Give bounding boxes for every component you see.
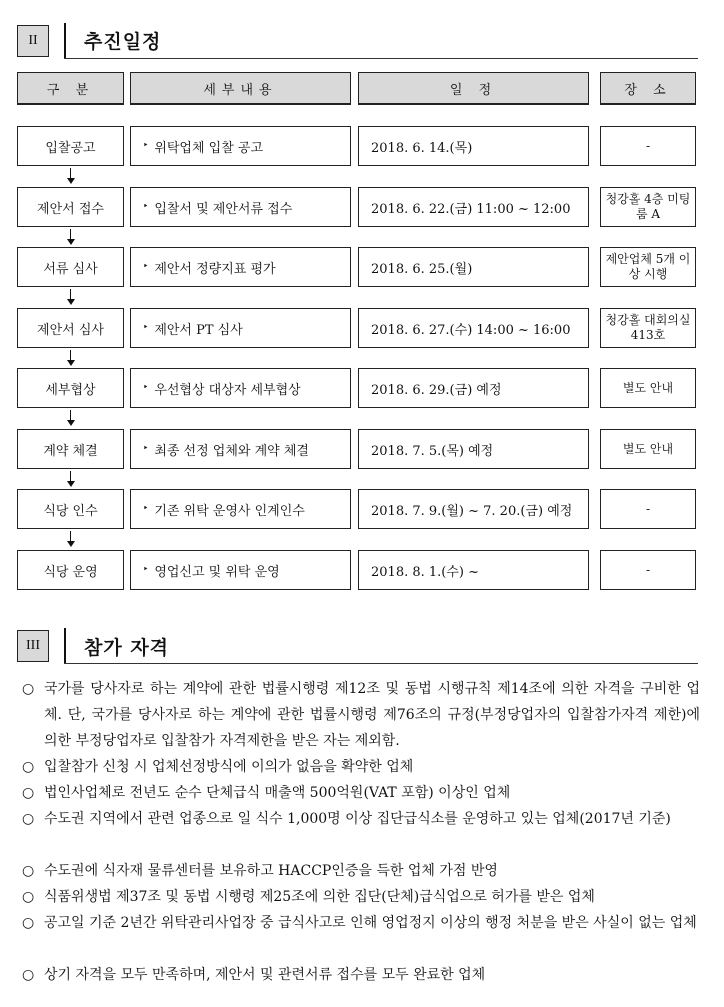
category-cell [17, 187, 124, 227]
circle-bullet-icon: ○ [22, 759, 35, 775]
detail-cell [130, 308, 351, 348]
detail-cell-text: 기존 위탁 운영사 인계인수 [154, 503, 305, 519]
detail-marker-icon: ‣ [143, 565, 149, 575]
category-cell [17, 489, 124, 529]
qualification-item [22, 884, 700, 910]
section-divider [64, 23, 66, 59]
detail-cell [130, 368, 351, 408]
schedule-cell [358, 368, 589, 408]
section-rule [64, 58, 698, 59]
detail-marker-icon: ‣ [143, 141, 149, 151]
category-cell [17, 247, 124, 287]
place-cell [600, 126, 696, 166]
qualification-item [22, 676, 700, 754]
place-cell-text: - [645, 501, 651, 516]
qualification-text: 공고일 기준 2년간 위탁관리사업장 중 급식사고로 인해 영업정지 이상의 행정 처분을 받은 사실이 없는 업체 [44, 915, 697, 931]
detail-cell [130, 550, 351, 590]
place-cell [600, 308, 696, 348]
place-cell [600, 429, 696, 469]
down-arrow-icon [66, 531, 76, 549]
place-cell-text: 별도 안내 [622, 441, 674, 456]
header-detail: 세부내용 [130, 72, 351, 105]
detail-cell-text: 입찰서 및 제안서류 접수 [154, 201, 293, 217]
schedule-cell-text: 2018. 6. 29.(금) 예정 [371, 382, 502, 398]
schedule-cell [358, 489, 589, 529]
qualification-text: 법인사업체로 전년도 순수 단체급식 매출액 500억원(VAT 포함) 이상인 업체 [44, 785, 511, 801]
detail-cell [130, 126, 351, 166]
category-cell [17, 550, 124, 590]
schedule-cell-text: 2018. 6. 22.(금) 11:00 ~ 12:00 [371, 201, 571, 217]
qualification-text: 수도권 지역에서 관련 업종으로 일 식수 1,000명 이상 집단급식소를 운영하고 있는 업체(2017년 기준) [44, 811, 671, 827]
circle-bullet-icon: ○ [22, 915, 35, 931]
detail-marker-icon: ‣ [143, 323, 149, 333]
detail-cell-text: 제안서 PT 심사 [154, 322, 243, 338]
down-arrow-icon [66, 289, 76, 307]
schedule-cell [358, 187, 589, 227]
schedule-cell [358, 247, 589, 287]
header-place: 장 소 [600, 72, 696, 105]
detail-cell-text: 영업신고 및 위탁 운영 [154, 564, 280, 580]
section-number-box [17, 630, 49, 662]
detail-cell-text: 최종 선정 업체와 계약 체결 [154, 443, 309, 459]
circle-bullet-icon: ○ [22, 967, 35, 983]
schedule-cell [358, 308, 589, 348]
category-cell [17, 308, 124, 348]
category-cell-text: 제안서 심사 [37, 322, 104, 338]
category-cell-text: 세부협상 [45, 382, 96, 398]
qualification-item [22, 858, 700, 884]
down-arrow-icon [66, 168, 76, 186]
detail-cell-text: 우선협상 대상자 세부협상 [154, 382, 301, 398]
category-cell-text: 서류 심사 [43, 261, 98, 277]
detail-marker-icon: ‣ [143, 383, 149, 393]
circle-bullet-icon: ○ [22, 785, 35, 801]
schedule-cell-text: 2018. 6. 25.(월) [371, 261, 473, 277]
place-cell-text: - [645, 562, 651, 577]
detail-marker-icon: ‣ [143, 444, 149, 454]
category-cell [17, 429, 124, 469]
schedule-cell-text: 2018. 6. 14.(목) [371, 140, 473, 156]
qualification-item [22, 780, 700, 806]
place-cell-text: 청강홀 4층 미팅룸 A [605, 192, 691, 221]
detail-cell [130, 247, 351, 287]
section-title: 추진일정 [84, 31, 162, 53]
circle-bullet-icon: ○ [22, 889, 35, 905]
section-divider [64, 628, 66, 664]
down-arrow-icon [66, 229, 76, 247]
category-cell-text: 입찰공고 [45, 140, 96, 156]
category-cell-text: 계약 체결 [43, 443, 98, 459]
section-number: III [26, 638, 40, 653]
qualification-text: 입찰참가 신청 시 업체선정방식에 이의가 없음을 확약한 업체 [44, 759, 414, 775]
down-arrow-icon [66, 350, 76, 368]
detail-cell [130, 489, 351, 529]
detail-cell [130, 187, 351, 227]
category-cell-text: 식당 운영 [43, 564, 98, 580]
place-cell [600, 489, 696, 529]
circle-bullet-icon: ○ [22, 863, 35, 879]
qualification-text: 상기 자격을 모두 만족하며, 제안서 및 관련서류 접수를 모두 완료한 업체 [44, 967, 486, 983]
qualification-item [22, 806, 700, 858]
schedule-cell [358, 429, 589, 469]
qualification-text: 국가를 당사자로 하는 계약에 관한 법률시행령 제12조 및 동법 시행규칙 제14조에 의한 자격을 구비한 업체. 단, 국가를 당사자로 하는 계약에 관한 법률시행령 제76조의 규정(부정당업자의 입찰참가자격 제한)에 의한 부정당업자로 입찰참가 자격제한을 받은 자는 제외함. [44, 681, 700, 749]
place-cell-text: 청강홀 대회의실 413호 [605, 313, 691, 342]
down-arrow-icon [66, 410, 76, 428]
section-rule [64, 663, 698, 664]
section-number: II [28, 33, 38, 48]
detail-marker-icon: ‣ [143, 202, 149, 212]
detail-marker-icon: ‣ [143, 262, 149, 272]
place-cell [600, 550, 696, 590]
place-cell [600, 368, 696, 408]
header-schedule: 일 정 [358, 72, 589, 105]
detail-cell-text: 제안서 정량지표 평가 [154, 261, 276, 277]
circle-bullet-icon: ○ [22, 681, 35, 697]
detail-cell [130, 429, 351, 469]
schedule-cell-text: 2018. 8. 1.(수) ~ [371, 564, 480, 580]
category-cell [17, 368, 124, 408]
detail-cell-text: 위탁업체 입찰 공고 [154, 140, 264, 156]
category-cell-text: 제안서 접수 [37, 201, 104, 217]
down-arrow-icon [66, 471, 76, 489]
qualification-text: 수도권에 식자재 물류센터를 보유하고 HACCP인증을 득한 업체 가점 반영 [44, 863, 498, 879]
detail-marker-icon: ‣ [143, 504, 149, 514]
schedule-cell [358, 126, 589, 166]
section-title: 참가 자격 [84, 637, 170, 659]
qualification-item [22, 962, 700, 988]
qualification-item [22, 754, 700, 780]
section-number-box [17, 25, 49, 57]
place-cell [600, 187, 696, 227]
place-cell-text: 별도 안내 [622, 380, 674, 395]
place-cell [600, 247, 696, 287]
schedule-cell-text: 2018. 6. 27.(수) 14:00 ~ 16:00 [371, 322, 571, 338]
schedule-cell-text: 2018. 7. 5.(목) 예정 [371, 443, 494, 459]
schedule-cell [358, 550, 589, 590]
category-cell [17, 126, 124, 166]
category-cell-text: 식당 인수 [43, 503, 98, 519]
schedule-cell-text: 2018. 7. 9.(월) ~ 7. 20.(금) 예정 [371, 503, 573, 519]
place-cell-text: 제안업체 5개 이상 시행 [605, 252, 691, 281]
circle-bullet-icon: ○ [22, 811, 35, 827]
place-cell-text: - [645, 138, 651, 153]
qualification-item [22, 910, 700, 962]
header-category: 구 분 [17, 72, 124, 105]
qualification-text: 식품위생법 제37조 및 동법 시행령 제25조에 의한 집단(단체)급식업으로 허가를 받은 업체 [44, 889, 595, 905]
